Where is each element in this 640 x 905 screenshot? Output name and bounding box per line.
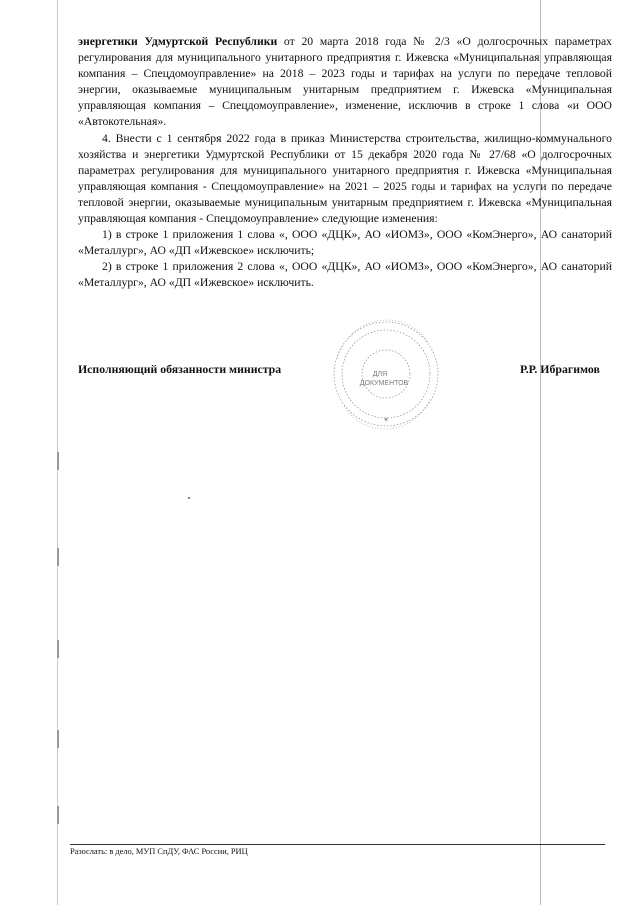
scan-mark — [57, 806, 59, 824]
stamp-text-line2: ДОКУМЕНТОВ — [359, 380, 409, 387]
list-item-2: 2) в строке 1 приложения 2 слова «, ООО «ДЦК», АО «ИОМЗ», ООО «КомЭнерго», АО санаторий «Металлург», АО «ДП «Ижевское» исключить. — [78, 260, 612, 290]
distribution-list: Разослать: в дело, МУП СпДУ, ФАС России, РИЦ — [70, 847, 248, 856]
list-item-1: 1) в строке 1 приложения 1 слова «, ООО «ДЦК», АО «ИОМЗ», ООО «КомЭнерго», АО санаторий «Металлург», АО «ДП «Ижевское» исключить; — [78, 228, 612, 258]
paragraph-4: 4. Внести с 1 сентября 2022 года в приказ Министерства строительства, жилищно-коммунального хозяйства и энергетики Удмуртской Республики от 15 декабря 2020 года № 27/68 «О долгосрочных параметрах регулирования для муниципального унитарного предприятия г. Ижевска «Муниципальная управляющая компания - Спецдомоуправление» на 2021 – 2025 годы и тарифах на услуги по передаче тепловой энергии, оказываемые муниципальным унитарным предприятием г. Ижевска «Муниципальная управляющая компания - Спецдомоуправление» следующие изменения: — [78, 131, 612, 226]
paragraph-continuation — [78, 34, 612, 131]
paragraph-continuation-text: от 20 марта 2018 года № 2/3 «О долгосрочных параметрах регулирования для муниципального унитарного предприятия г. Ижевска «Муниципальная управляющая компания – Спецдомоуправление» на 2018 – 2023 годы и тарифах на услуги по передаче тепловой энергии, оказываемые муниципальным унитарным предприятием г. Ижевска «Муниципальная управляющая компания – Спецдомоуправление», изменение, исключив в строке 1 слова «и ООО «Автокотельная». — [78, 35, 612, 129]
footer-divider — [70, 844, 605, 845]
scan-speck — [188, 497, 190, 499]
scan-mark — [57, 640, 59, 658]
signatory-name: Р.Р. Ибрагимов — [520, 362, 600, 376]
scan-mark — [57, 730, 59, 748]
stamp-star-icon: ✶ — [383, 416, 389, 424]
scan-mark — [57, 452, 59, 470]
bold-fragment: энергетики Удмуртской Республики — [78, 35, 278, 48]
scan-mark — [57, 548, 59, 566]
signatory-title: Исполняющий обязанности министра — [78, 362, 282, 376]
stamp-text-line1: ДЛЯ — [372, 371, 388, 378]
document-body — [78, 34, 612, 292]
official-seal-stamp — [318, 318, 468, 438]
